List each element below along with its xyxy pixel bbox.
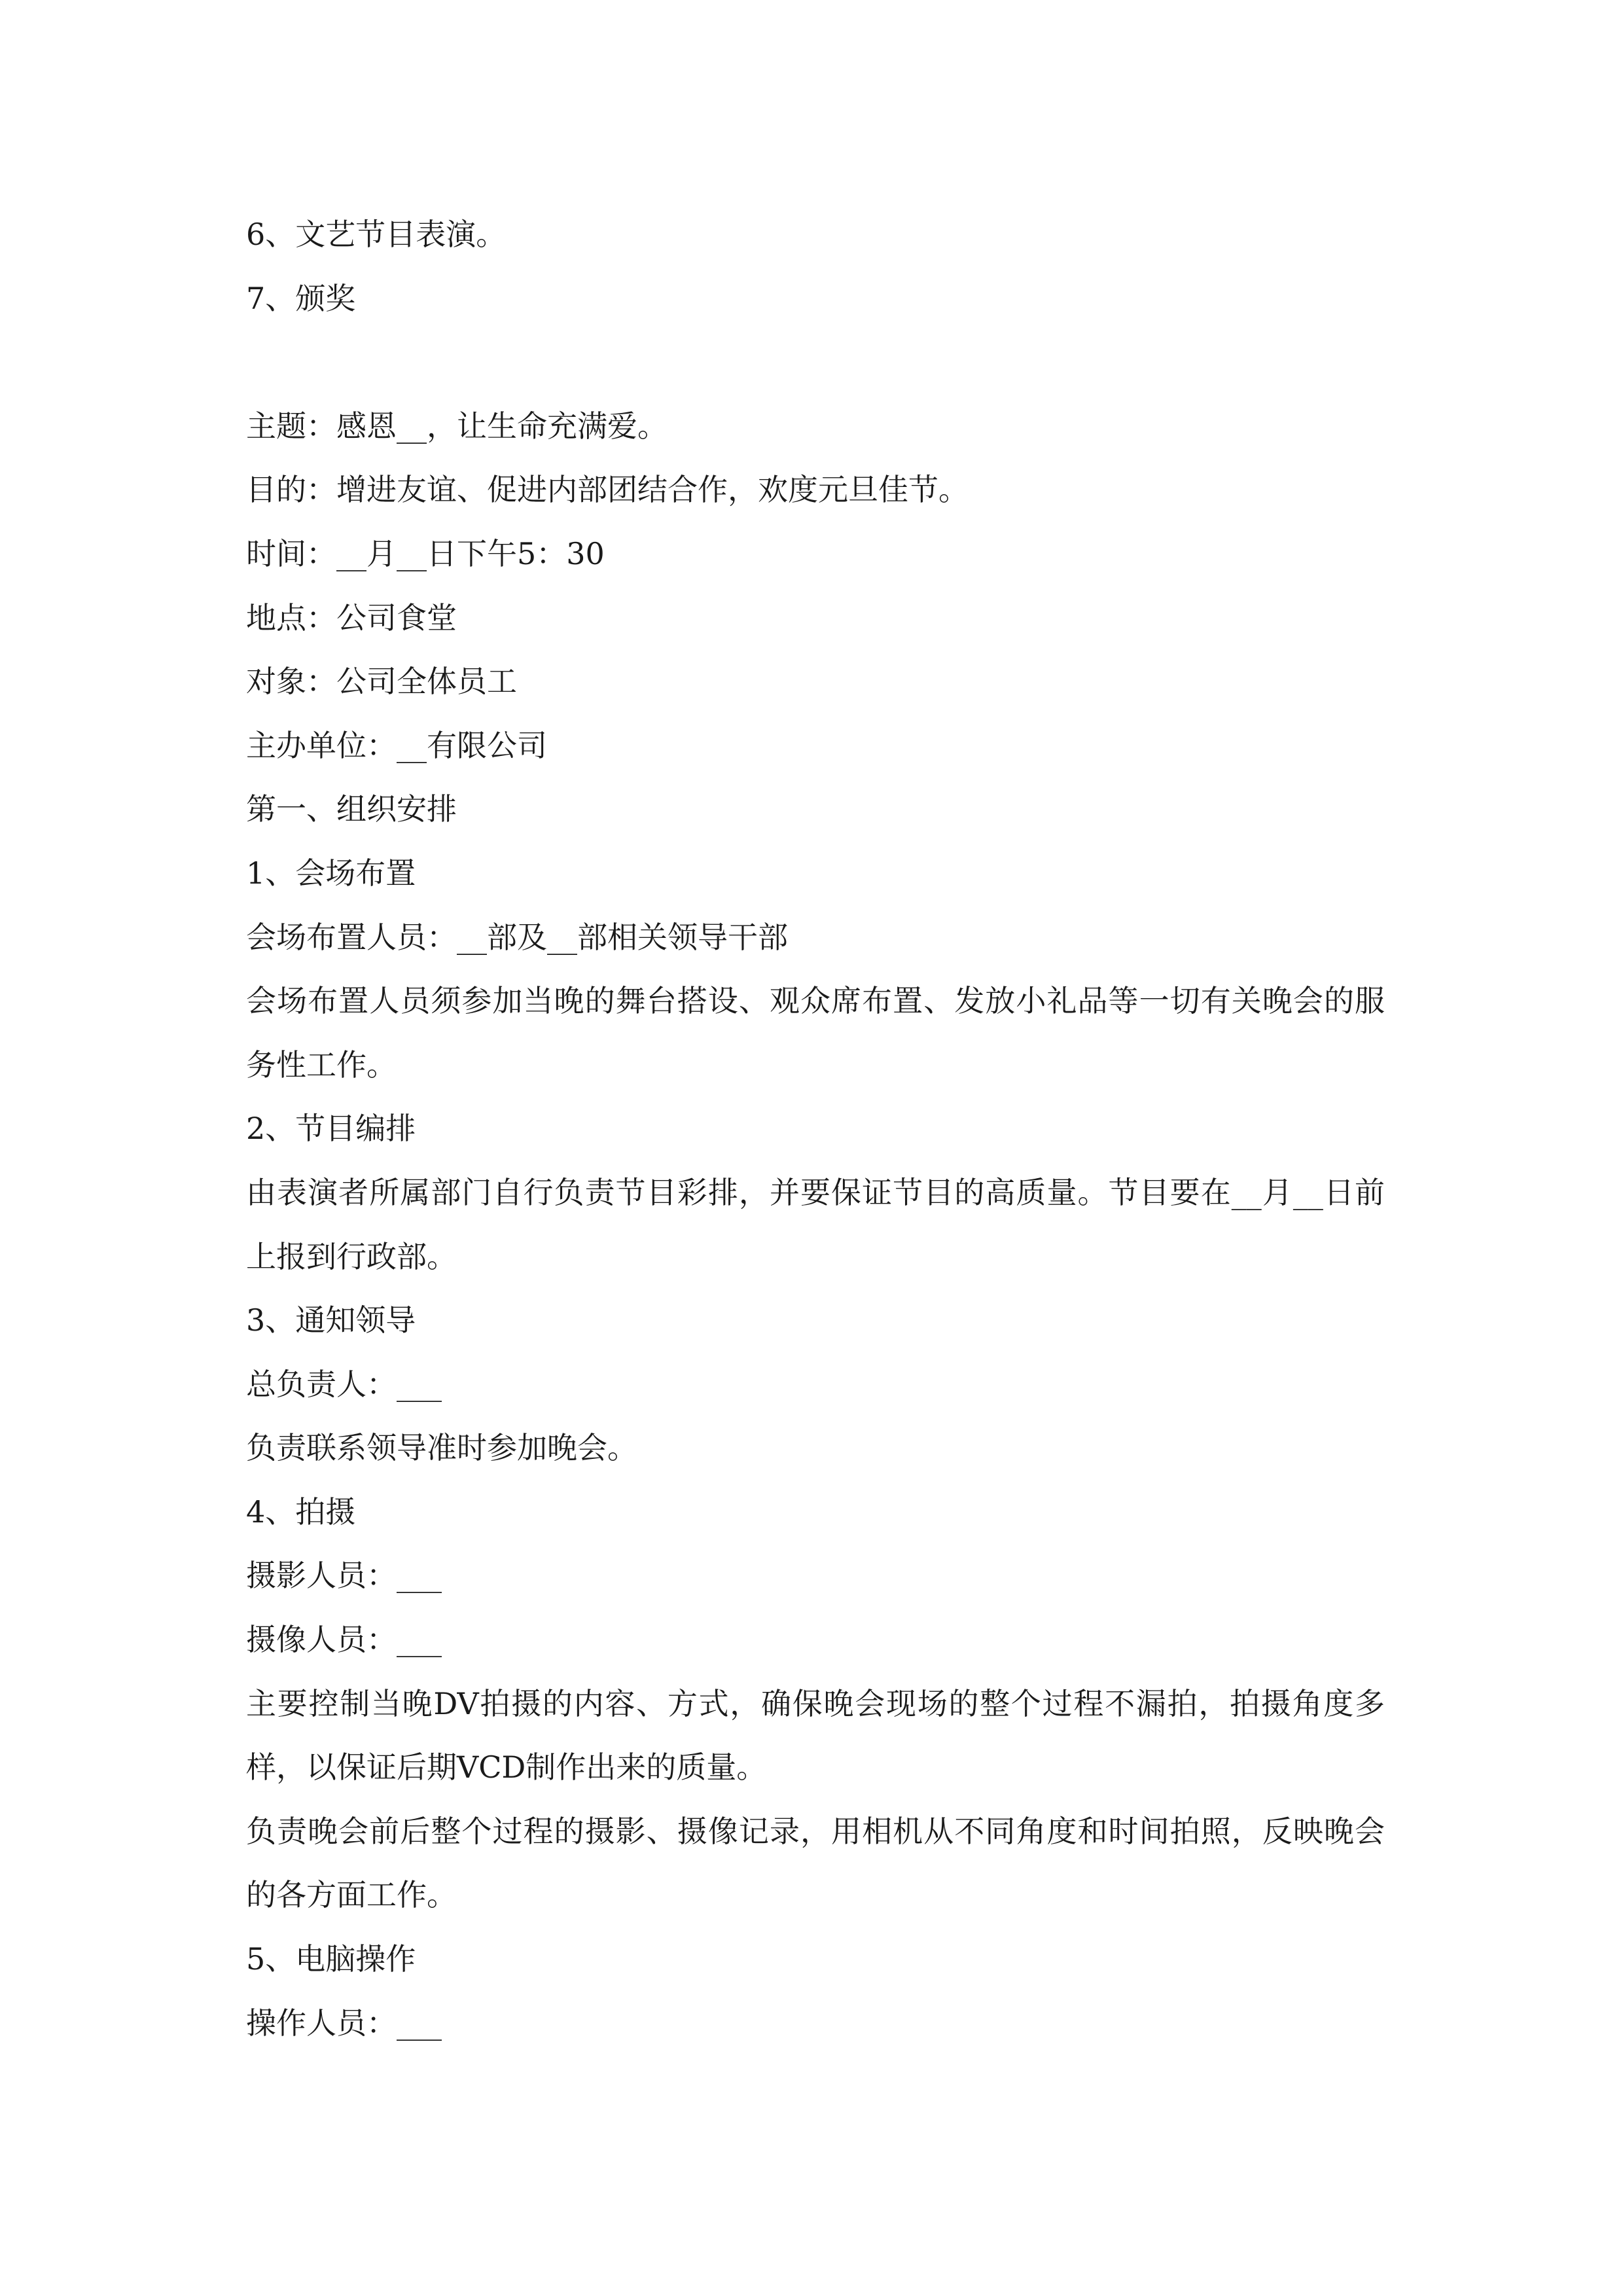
blank-spacer <box>246 331 1385 395</box>
item-6-performance: 6、文艺节目表演。 <box>246 217 507 252</box>
location-line: 地点：公司食堂 <box>246 600 457 636</box>
subheading-computer-operation: 5、电脑操作 <box>246 1941 416 1977</box>
theme-line: 主题：感恩__，让生命充满爱。 <box>246 408 668 444</box>
filming-control-paragraph: 主要控制当晚DV拍摄的内容、方式，确保晚会现场的整个过程不漏拍，拍摄角度多样，以保证后期VCD制作出来的质量。 <box>246 1685 1385 1785</box>
venue-duty-paragraph: 会场布置人员须参加当晚的舞台搭设、观众席布置、发放小礼品等一切有关晚会的服务性工作。 <box>246 983 1385 1083</box>
audience-line: 对象：公司全体员工 <box>246 664 517 700</box>
subheading-venue-setup: 1、会场布置 <box>246 855 416 891</box>
videographer-line: 摄像人员：___ <box>246 1622 442 1658</box>
purpose-line: 目的：增进友谊、促进内部团结合作，欢度元旦佳节。 <box>246 472 969 508</box>
program-paragraph: 由表演者所属部门自行负责节目彩排，并要保证节目的高质量。节目要在__月__日前上报到行政部。 <box>246 1174 1385 1274</box>
item-7-awards: 7、颁奖 <box>246 280 356 316</box>
filming-record-paragraph: 负责晚会前后整个过程的摄影、摄像记录，用相机从不同角度和时间拍照，反映晚会的各方面工作。 <box>246 1813 1385 1913</box>
subheading-program-arrangement: 2、节目编排 <box>246 1111 416 1147</box>
organizer-line: 主办单位：__有限公司 <box>246 727 547 763</box>
notify-duty-line: 负责联系领导准时参加晚会。 <box>246 1430 637 1466</box>
operator-line: 操作人员：___ <box>246 2005 442 2041</box>
section-heading-organization: 第一、组织安排 <box>246 791 457 827</box>
subheading-filming: 4、拍摄 <box>246 1494 356 1530</box>
subheading-notify-leaders: 3、通知领导 <box>246 1302 416 1338</box>
venue-staff-line: 会场布置人员：__部及__部相关领导干部 <box>246 919 788 955</box>
chief-responsible-line: 总负责人：___ <box>246 1366 442 1402</box>
time-line: 时间：__月__日下午5：30 <box>246 535 605 571</box>
document-body <box>246 203 1385 2055</box>
photographer-line: 摄影人员：___ <box>246 1558 442 1594</box>
